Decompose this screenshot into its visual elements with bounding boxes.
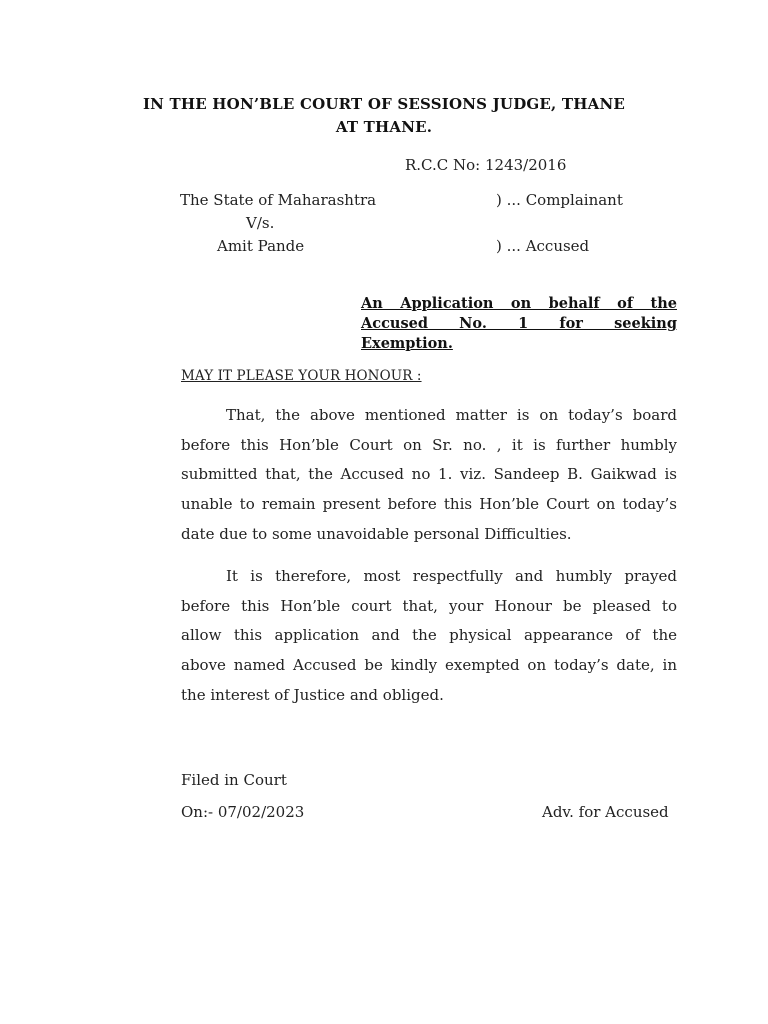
paragraph-1-line: before this Hon’ble Court on Sr. no. , it is further humbly [181, 435, 677, 454]
paragraph-1-line: That, the above mentioned matter is on today’s board [226, 406, 677, 424]
paragraph-2-line: above named Accused be kindly exempted on today’s date, in [181, 656, 677, 675]
complainant-name: The State of Maharashtra [180, 191, 377, 209]
accused-name: Amit Pande [217, 237, 305, 255]
paragraph-2-line: allow this application and the physical appearance of the [181, 626, 677, 645]
subject-line-1: An Application on behalf of the [361, 295, 677, 312]
versus-label: V/s. [246, 214, 275, 232]
paragraph-1 [181, 401, 677, 550]
filing-date: On:- 07/02/2023 [181, 803, 305, 821]
advocate-signatory: Adv. for Accused [542, 803, 669, 821]
salutation: MAY IT PLEASE YOUR HONOUR : [181, 368, 422, 384]
paragraph-2-line: It is therefore, most respectfully and humbly prayed [226, 567, 677, 585]
paragraph-1-line: submitted that, the Accused no 1. viz. Sandeep B. Gaikwad is [181, 465, 677, 484]
complainant-role: ) ... Complainant [496, 191, 623, 209]
accused-role: ) ... Accused [496, 237, 590, 255]
court-heading-line-2: AT THANE. [335, 118, 433, 136]
application-subject [361, 294, 677, 354]
court-heading-line-1: IN THE HON’BLE COURT OF SESSIONS JUDGE, THANE [142, 95, 626, 113]
paragraph-2-line: before this Hon’ble court that, your Honour be pleased to [181, 596, 677, 615]
case-number: R.C.C No: 1243/2016 [405, 156, 567, 174]
paragraph-1-line: unable to remain present before this Hon’ble Court on today’s [181, 495, 677, 514]
paragraph-1-line: date due to some unavoidable personal Difficulties. [181, 524, 572, 543]
paragraph-2 [181, 562, 677, 711]
filed-in-court-label: Filed in Court [181, 771, 287, 789]
subject-line-3: Exemption. [361, 335, 453, 352]
paragraph-2-line: the interest of Justice and obliged. [181, 685, 444, 704]
subject-line-2: Accused No. 1 for seeking [361, 315, 677, 332]
